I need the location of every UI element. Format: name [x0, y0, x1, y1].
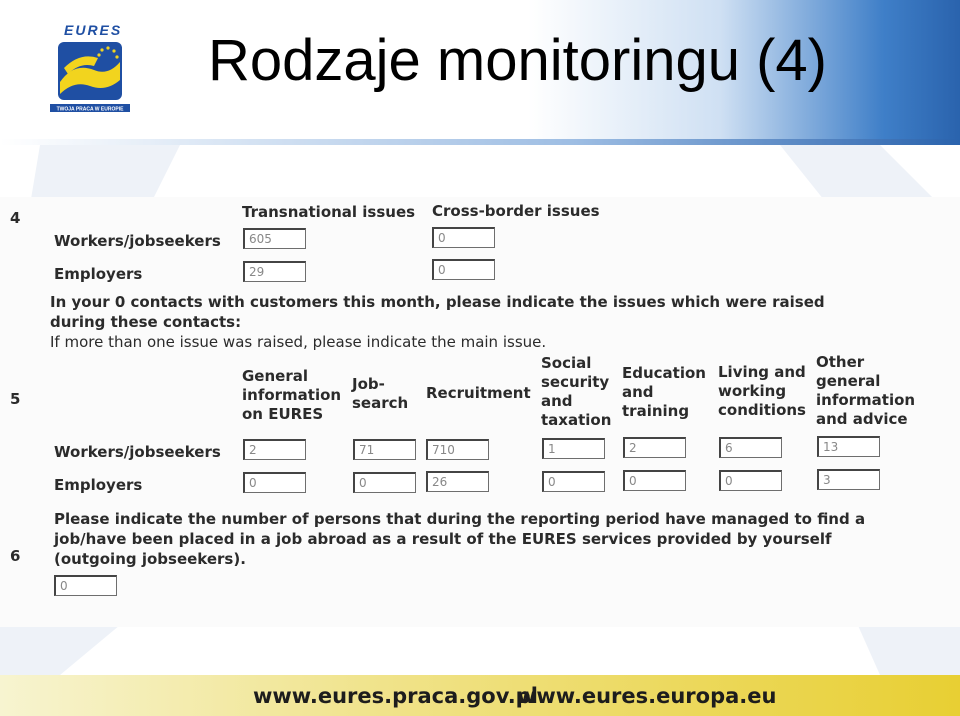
- section-5-number: 5: [10, 390, 21, 408]
- value-field: 13: [817, 436, 880, 457]
- value-field: 0: [353, 472, 416, 493]
- value-field: 710: [426, 439, 489, 460]
- value-field: 0: [432, 259, 495, 280]
- value-field: 26: [426, 471, 489, 492]
- col-general-information: General information on EURES: [242, 367, 342, 423]
- question-5-line-2: during these contacts:: [50, 313, 242, 331]
- row-label-employers: Employers: [54, 265, 143, 283]
- value-field: 0: [542, 471, 605, 492]
- logo-tagline: TWOJA PRACA W EUROPIE: [56, 106, 124, 113]
- section-4-number: 4: [10, 209, 21, 227]
- row-label-employers: Employers: [54, 476, 143, 494]
- value-field: 29: [243, 261, 306, 282]
- value-field: 3: [817, 469, 880, 490]
- col-transnational-issues: Transnational issues: [242, 203, 416, 221]
- col-social-security: Social security and taxation: [541, 354, 612, 429]
- value-field: 2: [243, 439, 306, 460]
- col-other-general: Other general information and advice: [816, 353, 916, 428]
- row-label-workers: Workers/jobseekers: [54, 232, 221, 250]
- value-field: 0: [54, 575, 117, 596]
- value-field: 1: [542, 438, 605, 459]
- value-field: 6: [719, 437, 782, 458]
- value-field: 0: [243, 472, 306, 493]
- scanned-form: [0, 197, 960, 627]
- footer-bar: [0, 675, 960, 716]
- slide-title: Rodzaje monitoringu (4): [208, 28, 827, 93]
- row-label-workers: Workers/jobseekers: [54, 443, 221, 461]
- question-6-line-2: job/have been placed in a job abroad as a result of the EURES services provided by yourself: [54, 530, 832, 548]
- link-eures-praca[interactable]: www.eures.praca.gov.pl: [253, 684, 538, 708]
- col-job-search: Job-search: [352, 375, 409, 412]
- eures-logo: [50, 22, 130, 114]
- question-6-line-3: (outgoing jobseekers).: [54, 550, 246, 568]
- link-eures-europa[interactable]: www.eures.europa.eu: [517, 684, 777, 708]
- value-field: 0: [432, 227, 495, 248]
- col-living-working: Living and working conditions: [718, 363, 806, 419]
- section-6-number: 6: [10, 547, 21, 565]
- value-field: 2: [623, 437, 686, 458]
- col-cross-border-issues: Cross-border issues: [432, 202, 600, 220]
- value-field: 0: [719, 470, 782, 491]
- value-field: 71: [353, 439, 416, 460]
- col-recruitment: Recruitment: [426, 384, 531, 402]
- question-6-line-1: Please indicate the number of persons that during the reporting period have managed to find a: [54, 510, 866, 528]
- logo-wordmark: EURES: [64, 22, 123, 38]
- question-5-line-3: If more than one issue was raised, please indicate the main issue.: [50, 333, 547, 351]
- col-education-training: Education and training: [622, 364, 706, 420]
- question-5-line-1: In your 0 contacts with customers this month, please indicate the issues which were raised: [50, 293, 825, 311]
- value-field: 0: [623, 470, 686, 491]
- value-field: 605: [243, 228, 306, 249]
